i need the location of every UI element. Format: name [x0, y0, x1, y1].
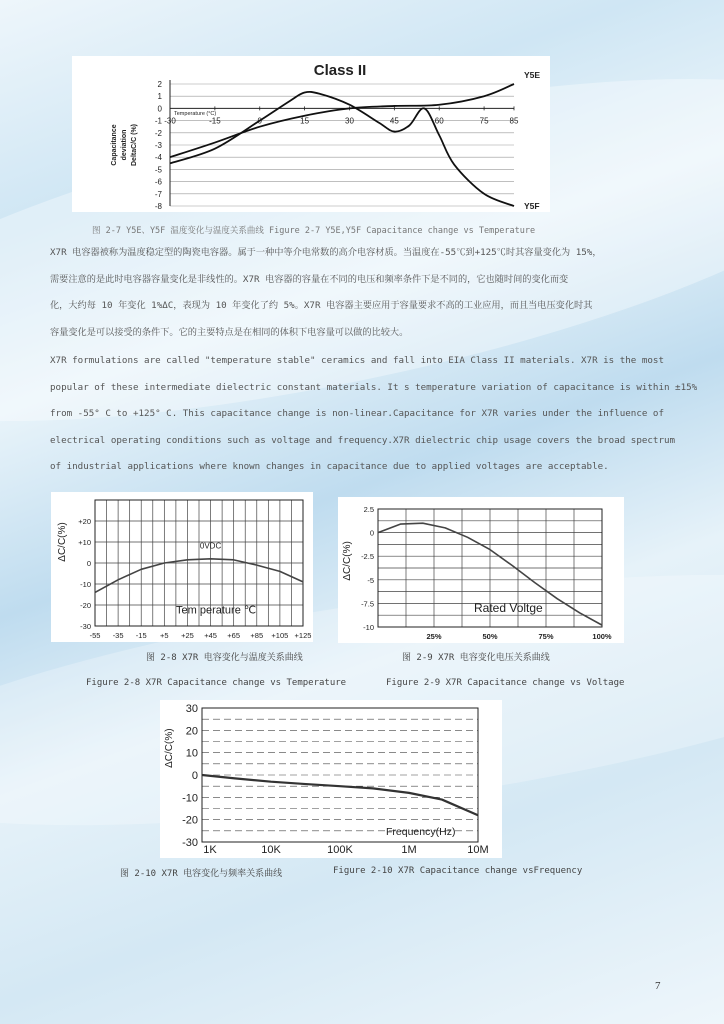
- y-tick-label: -2.5: [361, 552, 374, 562]
- y-tick-label: -4: [154, 153, 162, 163]
- chinese-paragraph-line: 需要注意的是此时电容器容量变化是非线性的。X7R 电容器的容量在不同的电压和频率条件下是不同的，它也随时间的变化而变: [50, 273, 569, 285]
- caption-2-10-en: Figure 2-10 X7R Capacitance change vsFrequency: [333, 866, 583, 876]
- y-tick-label: -1: [154, 116, 162, 126]
- x-tick-label: -55: [89, 631, 101, 640]
- page-number: 7: [655, 980, 661, 992]
- caption-2-7: 图 2-7 Y5E、Y5F 温度变化与温度关系曲线 Figure 2-7 Y5E,Y5F Capacitance change vs Temperature: [92, 226, 536, 236]
- y-axis-label: Capacitance: [111, 124, 118, 166]
- curve-label: 0VDC: [199, 541, 222, 551]
- x-tick-label: 45: [389, 116, 399, 126]
- y-tick-label: -20: [80, 601, 91, 610]
- caption-2-10-cn: 图 2-10 X7R 电容变化与频率关系曲线: [120, 869, 283, 879]
- english-paragraph-line: X7R formulations are called "temperature stable" ceramics and fall into EIA Class II materials. X7R is the most: [50, 355, 664, 366]
- class2-chart: [72, 56, 550, 212]
- x-tick-label: 50%: [482, 632, 498, 641]
- x-tick-label: 1K: [203, 844, 217, 856]
- y-tick-label: 2.5: [363, 505, 374, 514]
- chart-title: Class II: [313, 62, 367, 79]
- frequency-chart: [160, 700, 502, 858]
- y-tick-label: 10: [185, 747, 198, 760]
- x-tick-label: -35: [112, 631, 124, 640]
- x-tick-label: +5: [160, 631, 169, 640]
- y-axis-label: ΔC/C(%): [57, 522, 68, 562]
- english-paragraph: [50, 348, 698, 481]
- y-tick-label: -20: [182, 814, 198, 827]
- x-tick-label: 0: [257, 116, 262, 126]
- x-tick-label: 25%: [426, 632, 442, 641]
- figure-2-10-panel: [160, 700, 502, 858]
- y-tick-label: 1: [157, 92, 162, 102]
- y-tick-label: -5: [367, 575, 374, 585]
- series-line: [202, 775, 478, 815]
- caption-2-8-en: Figure 2-8 X7R Capacitance change vs Temperature: [86, 678, 347, 688]
- x-tick-label: 1M: [401, 844, 417, 856]
- x-tick-label: 100%: [592, 632, 612, 641]
- y-tick-label: 0: [86, 559, 91, 568]
- temperature-chart: [51, 492, 313, 642]
- english-paragraph-line: popular of these intermediate dielectric constant materials. It s temperature variation of capacitance is within ±15%: [50, 381, 698, 393]
- y-tick-label: -7: [154, 189, 162, 199]
- y-tick-label: 20: [185, 725, 198, 738]
- x-axis-label: Rated Voltge: [474, 601, 543, 616]
- voltage-chart: [338, 497, 624, 643]
- english-paragraph-line: electrical operating conditions such as voltage and frequency.X7R dielectric chip usage covers the broad spectrum: [50, 434, 676, 446]
- y-tick-label: -6: [154, 177, 162, 187]
- caption-2-9-cn: 图 2-9 X7R 电容变化电压关系曲线: [402, 653, 550, 663]
- x-tick-label: 10K: [261, 844, 281, 856]
- chinese-paragraph: [50, 240, 680, 346]
- x-axis-label: Frequency(Hz): [386, 825, 456, 838]
- temperature-label: Temperature (°C): [174, 111, 217, 118]
- y-tick-label: -10: [80, 580, 91, 589]
- x-tick-label: 85: [509, 116, 519, 126]
- chinese-paragraph-line: 化，大约每 10 年变化 1%ΔC，表现为 10 年变化了约 5%。X7R 电容器主要应用于容量要求不高的工业应用，而且当电压变化时其: [50, 300, 593, 311]
- x-axis-label: Tem perature ℃: [176, 604, 257, 617]
- english-paragraph-line: from -55° C to +125° C. This capacitance change is non-linear.Capacitance for X7R varies under the influence of: [50, 408, 664, 419]
- x-tick-label: 75: [479, 116, 489, 126]
- x-tick-label: +85: [250, 631, 264, 640]
- y-tick-label: -7.5: [361, 599, 374, 609]
- x-tick-label: -15: [135, 631, 147, 640]
- x-tick-label: 30: [345, 116, 354, 126]
- curve-label-y5f: Y5F: [524, 201, 540, 211]
- y-tick-label: -30: [182, 837, 198, 849]
- english-paragraph-line: of industrial applications where known changes in capacitance due to applied voltages are acceptable.: [50, 461, 609, 472]
- y-tick-label: -10: [182, 792, 198, 805]
- chinese-paragraph-line: 容量变化是可以接受的条件下。它的主要特点是在相同的体积下电容量可以做的比较大。: [50, 326, 409, 338]
- x-tick-label: +45: [204, 631, 217, 640]
- x-tick-label: 60: [434, 116, 444, 126]
- y-tick-label: 30: [185, 703, 198, 715]
- y-tick-label: +10: [78, 538, 91, 547]
- y-axis-label: DeltaC/C (%): [131, 123, 138, 167]
- y-tick-label: 2: [157, 80, 162, 89]
- y-tick-label: -5: [154, 165, 162, 175]
- y-axis-label: ΔC/C(%): [342, 541, 353, 581]
- x-tick-label: +105: [271, 631, 289, 640]
- caption-2-8-cn: 图 2-8 X7R 电容变化与温度关系曲线: [146, 653, 303, 663]
- x-tick-label: +65: [227, 631, 241, 640]
- figure-2-7-panel: [72, 56, 550, 212]
- y-tick-label: 0: [369, 528, 374, 538]
- x-tick-label: -30: [164, 116, 176, 126]
- x-tick-label: 100K: [327, 844, 353, 856]
- x-tick-label: +125: [294, 631, 312, 640]
- chinese-paragraph-line: X7R 电容器被称为温度稳定型的陶瓷电容器。属于一种中等介电常数的高介电容材质。当温度在-55℃到+125℃时其容量变化为 15%，: [50, 247, 602, 258]
- x-tick-label: -15: [209, 116, 221, 126]
- curve-label-y5e: Y5E: [524, 70, 541, 80]
- x-tick-label: 75%: [538, 632, 554, 641]
- y-tick-label: -8: [154, 202, 162, 211]
- y-tick-label: +20: [78, 517, 91, 526]
- y-tick-label: 0: [157, 104, 162, 114]
- figure-2-9-panel: [338, 497, 624, 643]
- y-axis-label: deviation: [121, 129, 128, 161]
- y-tick-label: -3: [154, 141, 162, 150]
- caption-2-9-en: Figure 2-9 X7R Capacitance change vs Voltage: [386, 678, 625, 688]
- y-tick-label: -10: [363, 623, 374, 632]
- x-tick-label: +25: [181, 631, 194, 640]
- y-axis-label: ΔC/C(%): [164, 728, 175, 768]
- y-tick-label: -2: [154, 128, 162, 138]
- y-tick-label: 0: [191, 770, 198, 782]
- x-tick-label: 15: [300, 116, 310, 126]
- x-tick-label: 10M: [467, 844, 489, 856]
- y-tick-label: -30: [80, 622, 91, 631]
- figure-2-8-panel: [51, 492, 313, 642]
